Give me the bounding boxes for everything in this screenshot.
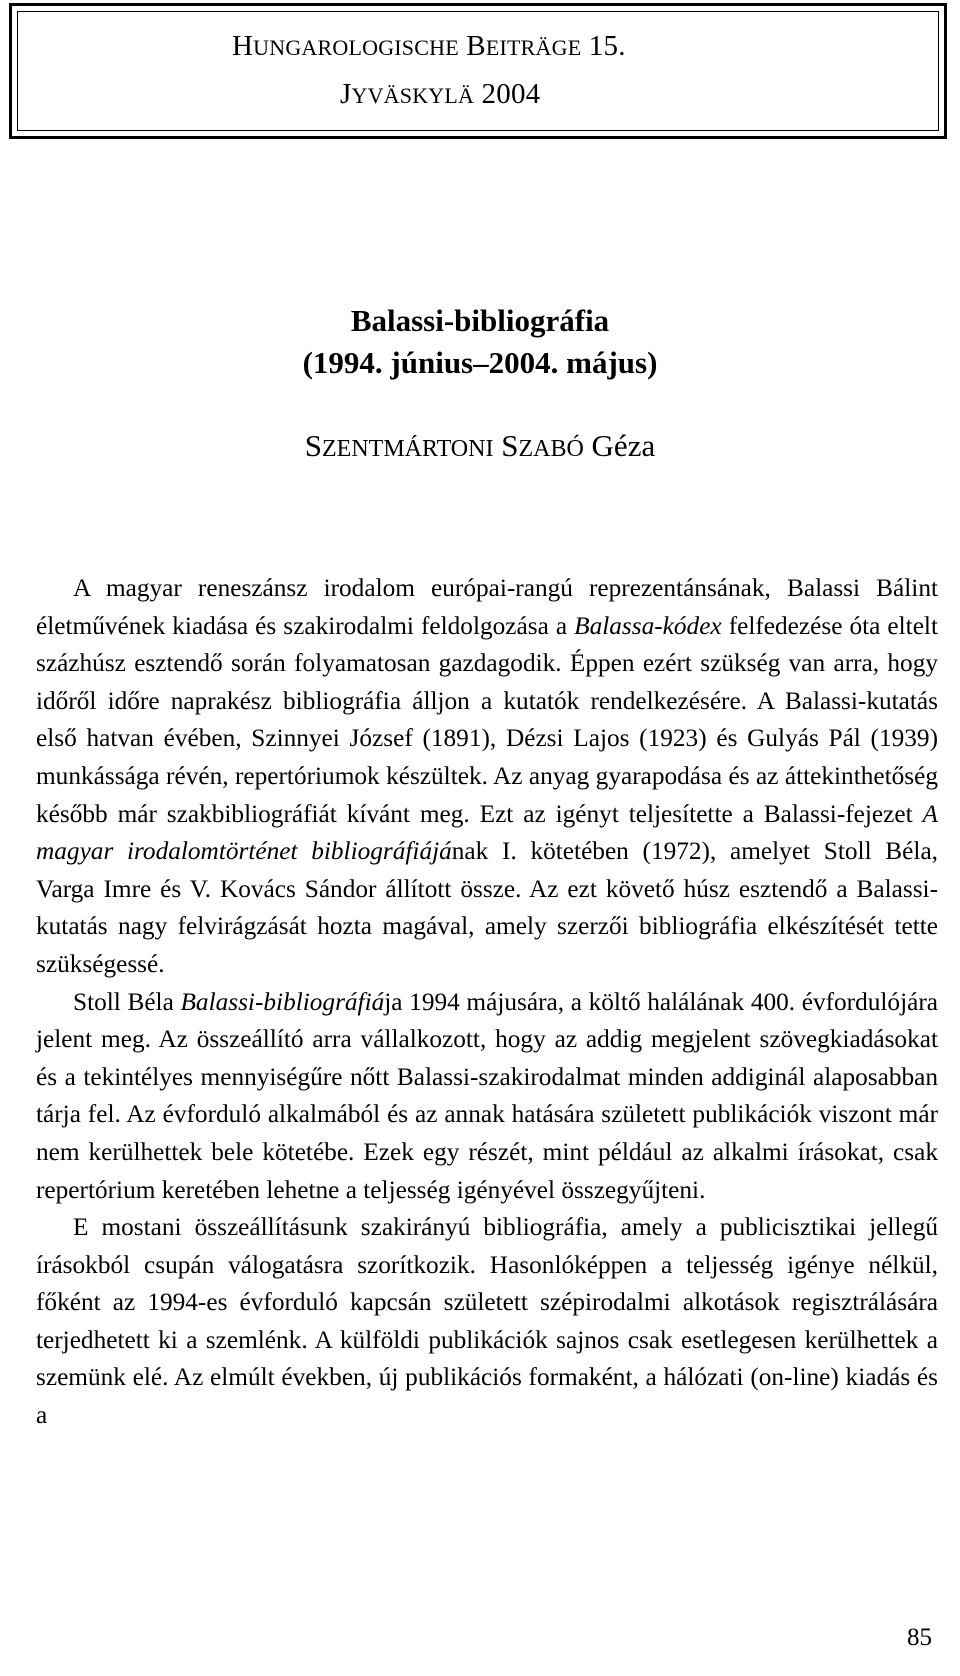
author-surname1-smallcaps: ZENTMÁRTONI xyxy=(322,436,494,462)
place-initial: J xyxy=(340,78,352,110)
paragraph-1-text-e: nak I. kötetében (1972), amelyet Stoll Béla, Varga Imre és V. Kovács Sándor állított össze. Az ezt követő húsz esztendő a Balassi-kutatás nagy felvirágzását hozta magával, amely szerzői bibliográfia elkészítését tette szükségessé. xyxy=(36,837,938,978)
series-number: 15. xyxy=(581,30,626,62)
paragraph-2 xyxy=(36,984,938,1210)
paragraph-2-text-a: Stoll Béla xyxy=(73,987,181,1016)
article-title-line-1: Balassi-bibliográfia xyxy=(350,303,610,338)
paragraph-1 xyxy=(36,570,938,984)
series-title-smallcaps-1: UNGAROLOGISCHE xyxy=(253,35,459,60)
article-title-line-2: (1994. június–2004. május) xyxy=(302,345,658,380)
series-title-smallcaps-2: EITRÄGE xyxy=(485,35,582,60)
place-smallcaps: YVÄSKYLÄ xyxy=(351,83,475,108)
paragraph-2-text-c: ja 1994 májusára, a költő halálának 400. évfordulójára jelent meg. Az összeállító arra vállalkozott, hogy az addig megjelent szövegkiadásokat és a tekintélyes mennyiségűre nőtt Balassi-szakirodalmat minden addiginál alaposabban tárja fel. Az évforduló alkalmából és az annak hatására született publikációk viszont már nem kerülhettek bele kötetébe. Ezek egy részét, mint például az alkalmi írásokat, csak repertórium keretében lehetne a teljesség igényével összegyűjteni. xyxy=(36,987,938,1204)
author-surname2-smallcaps: ZABÓ xyxy=(518,436,584,462)
page-number: 85 xyxy=(907,1624,932,1651)
author-given-name: Géza xyxy=(583,428,656,463)
series-title-initial: H xyxy=(232,30,254,62)
paragraph-1-italic-bibliography: A magyar irodalomtörténet bibliográfiájá xyxy=(36,799,938,866)
paragraph-2-italic-title: Balassi-bibliográfiá xyxy=(180,987,385,1016)
author-name xyxy=(0,428,960,464)
publication-year: 2004 xyxy=(474,78,541,110)
article-body xyxy=(36,570,938,1435)
paragraph-1-text-a: A magyar reneszánsz irodalom európai-rangú reprezentánsának, Balassi Bálint életművének kiadása és szakirodalmi feldolgozása a xyxy=(36,574,938,640)
author-surname2-initial: S xyxy=(493,428,519,463)
paragraph-3: E mostani összeállításunk szakirányú bibliográfia, amely a publicisztikai jellegű írásokból csupán válogatásra szorítkozik. Hasonlóképpen a teljesség igénye nélkül, főként az 1994-es évforduló kapcsán született szépirodalmi alkotások regisztrálására terjedhetett ki a szemlénk. A külföldi publikációk sajnos csak esetlegesen kerülhettek a szemünk elé. Az elmúlt években, új publikációs formaként, a hálózati (on-line) kiadás és a xyxy=(36,1213,938,1430)
series-header-box xyxy=(9,3,947,139)
series-title-initial-2: B xyxy=(458,30,486,62)
paragraph-1-italic-codex: Balassa-kódex xyxy=(574,611,722,640)
paragraph-1-text-c: felfedezése óta eltelt százhúsz esztendő során folyamatosan gazdagodik. Éppen ezért szükség van arra, hogy időről időre naprakész bibliográfia álljon a kutatók rendelkezésére. A Balassi-kutatás első hatvan évében, Szinnyei József (1891), Dézsi Lajos (1923) és Gulyás Pál (1939) munkássága révén, repertóriumok készültek. Az anyag gyarapodása és az áttekinthetőség később már szakbibliográfiát kívánt meg. Ezt az igényt teljesítette a Balassi-fejezet xyxy=(36,611,938,828)
author-surname1-initial: S xyxy=(304,428,323,463)
